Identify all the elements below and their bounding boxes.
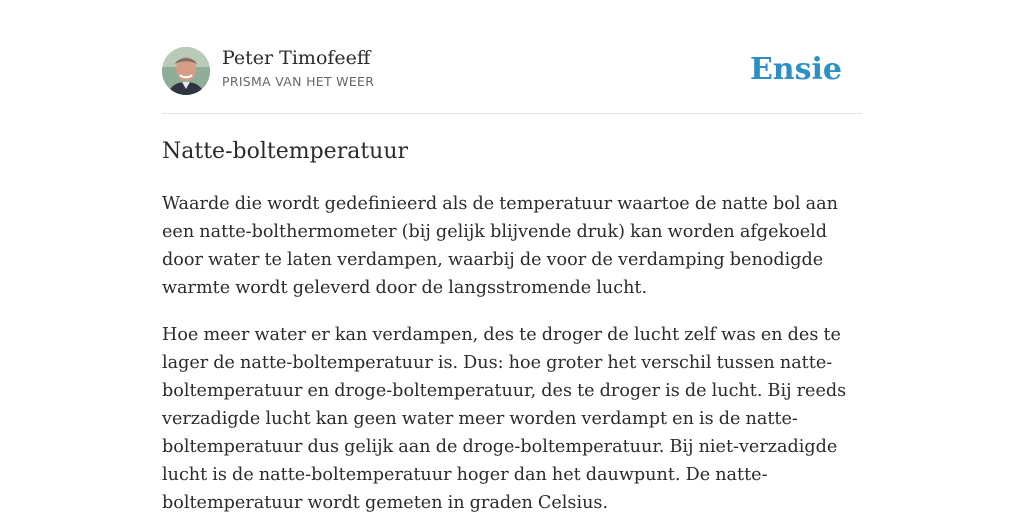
author-photo-icon [162, 47, 210, 95]
page-title: Natte-boltemperatuur [162, 139, 409, 164]
divider [162, 113, 862, 114]
brand-logo[interactable]: Ensie [749, 52, 842, 87]
author-header [162, 46, 862, 96]
author-subtitle[interactable]: PRISMA VAN HET WEER [222, 74, 375, 89]
paragraph: Hoe meer water er kan verdampen, des te droger de lucht zelf was en des te lager de natte-boltemperatuur is. Dus: hoe groter het verschil tussen natte-boltemperatuur en droge-boltemperatuur, des te droger is de lucht. Bij reeds verzadigde lucht kan geen water meer worden verdampt en is de natte-boltemperatuur dus gelijk aan de droge-boltemperatuur. Bij niet-verzadigde lucht is de natte-boltemperatuur hoger dan het dauwpunt. De natte-boltemperatuur wordt gemeten in graden Celsius. [162, 325, 847, 512]
article-body [162, 190, 862, 512]
author-name[interactable]: Peter Timofeeff [222, 47, 371, 69]
avatar[interactable] [162, 47, 210, 95]
paragraph: Waarde die wordt gedefinieerd als de temperatuur waartoe de natte bol aan een natte-bolthermometer (bij gelijk blijvende druk) kan worden afgekoeld door water te laten verdampen, waarbij de voor de verdamping benodigde warmte wordt geleverd door de langsstromende lucht. [162, 194, 838, 298]
